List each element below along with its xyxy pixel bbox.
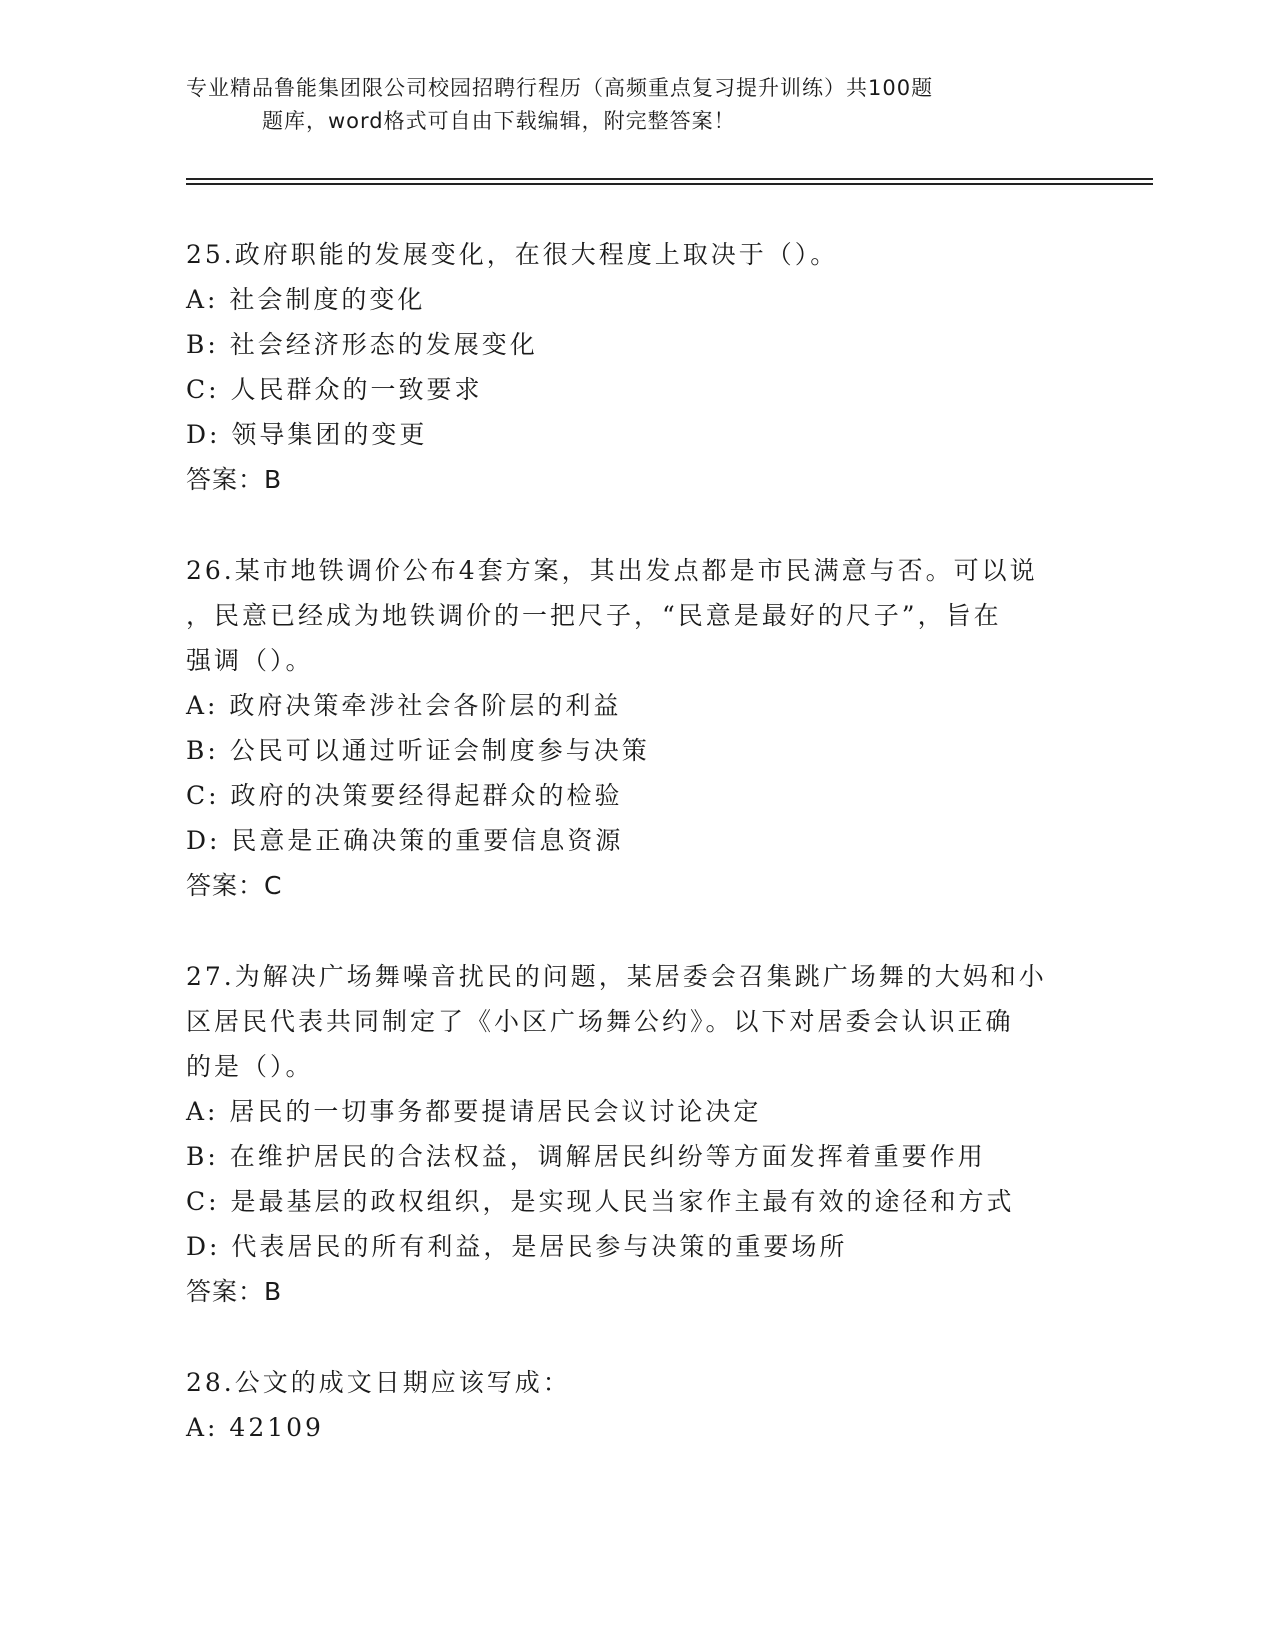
option-c: C: 是最基层的政权组织，是实现人民当家作主最有效的途径和方式 <box>186 1187 1015 1216</box>
option-a: A: 居民的一切事务都要提请居民会议讨论决定 <box>186 1097 762 1126</box>
question-text-line: 27.为解决广场舞噪音扰民的问题，某居委会召集跳广场舞的大妈和小 <box>186 962 1047 991</box>
option-b: B: 在维护居民的合法权益，调解居民纠纷等方面发挥着重要作用 <box>186 1142 986 1171</box>
question-list <box>186 232 1086 1496</box>
question-text-line: 26.某市地铁调价公布4套方案，其出发点都是市民满意与否。可以说 <box>186 556 1038 585</box>
header-divider-bottom <box>186 183 1153 185</box>
question-item <box>186 1360 1086 1450</box>
question-item <box>186 548 1086 908</box>
question-item <box>186 232 1086 502</box>
answer-key: 答案：B <box>186 465 283 494</box>
option-d: D: 领导集团的变更 <box>186 420 428 449</box>
option-c: C: 政府的决策要经得起群众的检验 <box>186 781 623 810</box>
question-text-line: 28.公文的成文日期应该写成： <box>186 1368 571 1397</box>
option-a: A: 42109 <box>186 1413 324 1442</box>
header-divider-top <box>186 178 1153 180</box>
question-text <box>186 232 1086 277</box>
header-title-line-2: 题库，word格式可自由下载编辑，附完整答案！ <box>262 109 736 133</box>
question-text-line: 强调（）。 <box>186 646 314 675</box>
option-a: A: 社会制度的变化 <box>186 285 426 314</box>
document-header <box>186 72 1086 138</box>
question-text-line: ，民意已经成为地铁调价的一把尺子，“民意是最好的尺子”，旨在 <box>186 601 1002 630</box>
question-text <box>186 548 1086 683</box>
question-text-line: 的是（）。 <box>186 1052 314 1081</box>
question-text-line: 区居民代表共同制定了《小区广场舞公约》。以下对居委会认识正确 <box>186 1007 1014 1036</box>
option-b: B: 公民可以通过听证会制度参与决策 <box>186 736 650 765</box>
option-a: A: 政府决策牵涉社会各阶层的利益 <box>186 691 622 720</box>
option-b: B: 社会经济形态的发展变化 <box>186 330 538 359</box>
question-text <box>186 1360 1086 1405</box>
option-d: D: 民意是正确决策的重要信息资源 <box>186 826 624 855</box>
question-text <box>186 954 1086 1089</box>
option-d: D: 代表居民的所有利益，是居民参与决策的重要场所 <box>186 1232 848 1261</box>
answer-key: 答案：C <box>186 871 283 900</box>
question-item <box>186 954 1086 1314</box>
question-text-line: 25.政府职能的发展变化，在很大程度上取决于（）。 <box>186 240 839 269</box>
option-c: C: 人民群众的一致要求 <box>186 375 483 404</box>
header-title-line-1: 专业精品鲁能集团限公司校园招聘行程历（高频重点复习提升训练）共100题 <box>186 76 934 100</box>
answer-key: 答案：B <box>186 1277 283 1306</box>
